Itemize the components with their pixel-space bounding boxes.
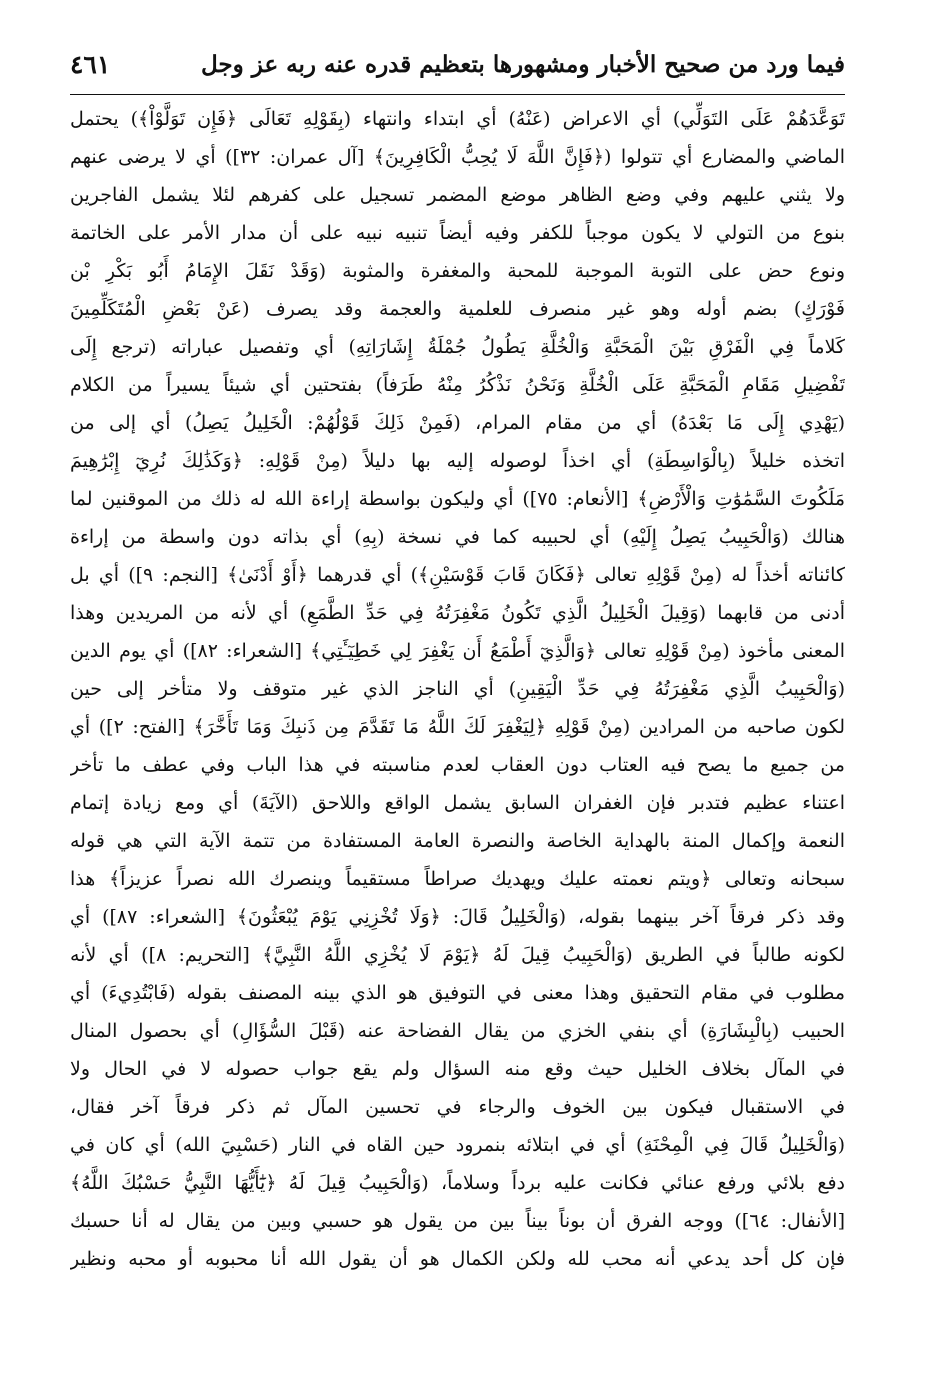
text-line: مطلوب في مقام التحقيق وهذا معنى في التوفيق هو الذي بينه المصنف بقوله (فَابْتُدِيءَ) أي — [70, 982, 845, 1004]
text-line: فإن كل أحد يدعي أنه محب لله ولكن الكمال هو أن يقول الله أنا محبوبه أو محبه ونظير — [70, 1248, 845, 1270]
text-line: تَفْضِيلِ مَقَامِ الْمَحَبَّةِ عَلَى الْخُلَّةِ وَنَحْنُ نَذْكُرُ مِنْهُ طَرَفاً) بفتحتين أي شيئاً يسيراً من الكلام — [70, 374, 845, 396]
header-rule — [70, 94, 845, 95]
text-line: كائناته أخذاً له (مِنْ قَوْلِهِ تعالى ﴿فَكَانَ قَابَ قَوْسَيْنِ﴾) أي قدرهما ﴿أَوْ أَدْنَىٰ﴾ [النجم: ٩]) أي بل — [70, 564, 845, 586]
page-header — [70, 42, 845, 86]
text-line: الحبيب (بِالْبِشَارَةِ) أي بنفي الخزي من يقال الفضاحة عنه (قَبْلَ السُّؤَالِ) أي بحصول المنال — [70, 1020, 845, 1042]
text-line: لكون صاحبه من المرادين (مِنْ قَوْلِهِ ﴿لِيَغْفِرَ لَكَ اللَّهُ مَا تَقَدَّمَ مِن ذَنبِكَ وَمَا تَأَخَّرَ﴾ [الفتح: ٢]) أي — [70, 716, 845, 738]
text-line: في الاستقبال فيكون بين الخوف والرجاء في تحسين المآل ثم ذكر فرقاً آخر فقال، — [70, 1096, 845, 1118]
text-line: ولا يثني عليهم وفي وضع الظاهر موضع المضمر تسجيل على كفرهم لئلا يشمل الفاجرين — [70, 184, 845, 206]
text-line: لكونه طالباً في الطريق (وَالْحَبِيبُ قِيلَ لَهُ ﴿يَوْمَ لَا يُخْزِي اللَّهُ النَّبِيَّ﴾ [التحريم: ٨]) أي لأنه — [70, 944, 845, 966]
text-line: من جميع ما يصح فيه العتاب دون العقاب لعدم مناسبته في هذا الباب وفي عطف ما تأخر — [70, 754, 845, 776]
text-line: (وَالْخَلِيلُ قَالَ فِي الْمِحْنَةِ) أي في ابتلائه بنمرود حين القاه في النار (حَسْبِيَ الله) أي كان في — [70, 1134, 845, 1156]
text-line: اعتناء عظيم فتدبر فإن الغفران السابق يشمل الواقع واللاحق (الآيَةَ) أي ومع زيادة إتمام — [70, 792, 845, 814]
text-line: دفع بلائي ورفع عنائي فكانت عليه برداً وسلاماً، (وَالْحَبِيبُ قِيلَ لَهُ ﴿يَٰٓأَيُّهَا النَّبِيُّ حَسْبُكَ اللَّهُ﴾ — [70, 1172, 845, 1194]
text-line: فَوْرَكٍ) بضم أوله وهو غير منصرف للعلمية والعجمة وقد يصرف (عَنْ بَعْضِ الْمُتَكَلِّمِينَ — [70, 298, 845, 320]
text-line: مَلَكُوتَ السَّمَٰوَٰتِ وَالْأَرْضِ﴾ [الأنعام: ٧٥]) أي وليكون بواسطة إراءة الله له ذلك من الموقنين لما — [70, 488, 845, 510]
text-line: سبحانه وتعالى ﴿ويتم نعمته عليك ويهديك صراطاً مستقيماً وينصرك الله نصراً عزيزاً﴾ هذا — [70, 868, 845, 890]
page-number: ٤٦١ — [70, 49, 111, 79]
text-line: وقد ذكر فرقاً آخر بينهما بقوله، (وَالْخَلِيلُ قَالَ: ﴿وَلَا تُخْزِنِي يَوْمَ يُبْعَثُونَ﴾ [الشعراء: ٨٧]) أي — [70, 906, 845, 928]
text-line: الماضي والمضارع أي تتولوا (﴿فَإِنَّ اللَّهَ لَا يُحِبُّ الْكَافِرِينَ﴾ [آل عمران: ٣٢]) أي لا يرضى عنهم — [70, 146, 845, 168]
body-text — [70, 100, 845, 1278]
text-line: اتخذه خليلاً (بِالْوَاسِطَةِ) أي اخذاً لوصوله إليه بها دليلاً (مِنْ قَوْلِهِ: ﴿وَكَذَٰلِكَ نُرِيٓ إِبْرَٰهِيمَ — [70, 450, 845, 472]
text-line: أدنى من قابهما (وَقِيلَ الْخَلِيلُ الَّذِي تَكُونُ مَغْفِرَتُهُ فِي حَدِّ الطَّمَعِ) أي لأنه من المريدين وهذا — [70, 602, 845, 624]
text-line: [الأنفال: ٦٤]) ووجه الفرق أن بوناً بيناً بين من يقول هو حسبي وبين من يقال له أنا حسبك — [70, 1210, 845, 1232]
text-line: في المآل بخلاف الخليل حيث وقع منه السؤال ولم يقع جواب حصوله لا في الحال ولا — [70, 1058, 845, 1080]
text-line: تَوَعَّدَهُمْ عَلَى التَوَلِّي) أي الاعراض (عَنْهُ) أي ابتداء وانتهاء (بِقَوْلِهِ تَعَالَى ﴿فَإِن تَوَلَّوْاْ﴾) يحتمل — [70, 108, 845, 130]
running-title: فيما ورد من صحيح الأخبار ومشهورها بتعظيم قدره عنه ربه عز وجل — [201, 50, 845, 78]
text-line: المعنى مأخوذ (مِنْ قَوْلِهِ تعالى ﴿وَالَّذِيٓ أَطْمَعُ أَن يَغْفِرَ لِي خَطِيٓـَٔتِي﴾ [الشعراء: ٨٢]) أي يوم الدين — [70, 640, 845, 662]
text-line: ونوع حض على التوبة الموجبة للمحبة والمغفرة والمثوبة (وَقَدْ نَقَلَ الإِمَامُ أَبُو بَكْرِ بْن — [70, 260, 845, 282]
text-line: كَلاماً فِي الْفَرْقِ بَيْنَ الْمَحَبَّةِ وَالْخُلَّةِ يَطُولُ جُمْلَةُ إِشَارَاتِهِ) أي وتفصيل عباراته (ترجع إِلَى — [70, 336, 845, 358]
text-line: بنوع من التولي لا يكون موجباً للكفر وفيه أيضاً تنبيه نبيه على أن مدار الأمر على الخاتمة — [70, 222, 845, 244]
text-line: (وَالْحَبِيبُ الَّذِي مَغْفِرَتُهُ فِي حَدِّ الْيَقِينِ) أي الناجز الذي غير متوقف ولا متأخر إلى حين — [70, 678, 845, 700]
text-line: (يَهْدِي إِلَى مَا بَعْدَهُ) أي من مقام المرام، (فَمِنْ ذَلِكَ قَوْلُهُمْ: الْخَلِيلُ يَصِلُ) أي إلى من — [70, 412, 845, 434]
text-line: النعمة وإكمال المنة بالهداية الخاصة والنصرة العامة المستفادة من تتمة الآية التي هي قوله — [70, 830, 845, 852]
text-line: هنالك (وَالْحَبِيبُ يَصِلُ إِلَيْهِ) أي لحبيبه كما في نسخة (بِهِ) أي بذاته دون واسطة من إراءة — [70, 526, 845, 548]
